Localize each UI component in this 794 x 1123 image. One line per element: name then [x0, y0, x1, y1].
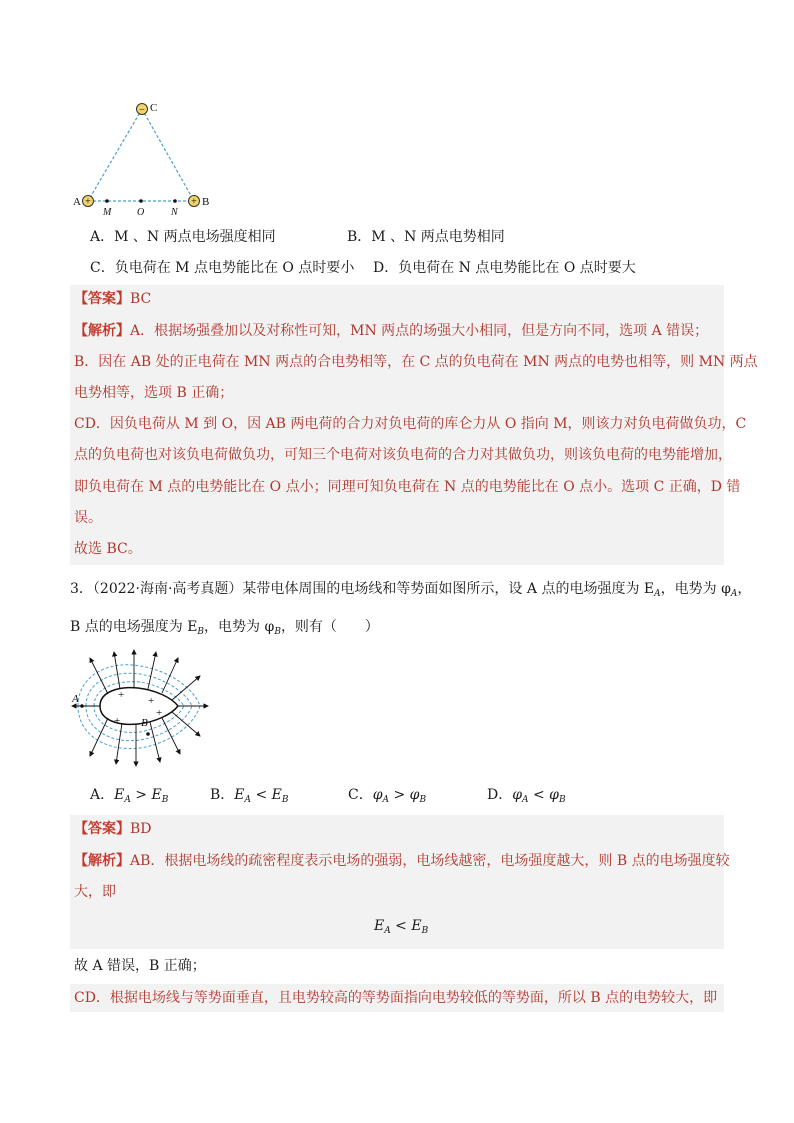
label-b: B: [202, 196, 210, 208]
q2-analysis-line-2: B．因在 AB 处的正电荷在 MN 两点的合电势相等，在 C 点的负电荷在 MN 两点的电势也相等，则 MN 两点: [74, 354, 758, 370]
q2-analysis-line-5: 点的负电荷也对该负电荷做负功，可知三个电荷对该负电荷的合力对其做负功，则该负电荷的电势能增加，: [74, 447, 732, 463]
q3-answer: 【答案】BD: [74, 821, 152, 837]
field-label-a: A: [72, 693, 79, 705]
point-o: [139, 199, 143, 203]
charge-c-sign: −: [139, 104, 145, 116]
q2-answer: 【答案】BC: [74, 291, 152, 307]
q2-analysis-line-1: 【解析】A．根据场强叠加以及对称性可知，MN 两点的场强大小相同，但是方向不同，选项 A 错误；: [74, 323, 709, 339]
q2-analysis-line-4: CD．因负电荷从 M 到 O，因 AB 两电荷的合力对负电荷的库仑力从 O 指向 M，则该力对负电荷做负功，C: [74, 416, 747, 432]
q2-analysis-line-7: 误。: [74, 510, 102, 526]
q3-analysis-line-4: CD．根据电场线与等势面垂直，且电势较高的等势面指向电势较低的等势面，所以 B 点的电势较大，即: [74, 990, 718, 1006]
q3-analysis-line-2: 大，即: [74, 884, 116, 900]
field-label-b: B: [141, 717, 148, 729]
q3-formula: $E_A < E_B$: [374, 918, 429, 936]
q3-analysis-line-3: 故 A 错误，B 正确；: [74, 958, 206, 974]
q3-option-b: B．$E_A < E_B$: [210, 787, 289, 805]
q2-analysis-line-3: 电势相等，选项 B 正确；: [74, 385, 234, 401]
q2-option-c: C．负电荷在 M 点电势能比在 O 点时要小: [90, 260, 355, 276]
q2-analysis-line-6: 即负电荷在 M 点的电势能比在 O 点小；同理可知负电荷在 N 点的电势能比在 O 点小。选项 C 正确，D 错: [74, 479, 741, 495]
q2-conclusion: 故选 BC。: [74, 541, 142, 557]
q3-option-c: C．$\varphi_A > \varphi_B$: [348, 787, 427, 805]
field-plus-3: +: [114, 715, 121, 727]
label-n: N: [171, 207, 178, 218]
field-plus-4: +: [156, 707, 163, 719]
charge-b-sign: +: [191, 196, 197, 208]
label-o: O: [137, 207, 145, 218]
charge-triangle-figure: [70, 98, 220, 218]
q3-stem-line-2: B 点的电场强度为 $E_B$，电势为 $\varphi_B$，则有（ ）: [70, 619, 379, 637]
field-point-a: [80, 704, 84, 708]
charge-a-sign: +: [85, 196, 91, 208]
q3-option-d: D．$\varphi_A < \varphi_B$: [487, 787, 566, 805]
label-c: C: [150, 102, 158, 114]
field-plus-1: +: [118, 689, 125, 701]
label-a: A: [73, 196, 81, 208]
q3-stem-line-1: 3．（2022·海南·高考真题）某带电体周围的电场线和等势面如图所示，设 A 点的电场强度为 $E_A$，电势为 $\varphi_A$，: [70, 581, 752, 599]
q3-analysis-line-1: 【解析】AB．根据电场线的疏密程度表示电场的强弱，电场线越密，电场强度越大，则 B 点的电场强度较: [74, 853, 730, 869]
point-m: [105, 199, 109, 203]
q2-option-d: D．负电荷在 N 点电势能比在 O 点时要大: [373, 260, 636, 276]
q2-option-b: B．M 、N 两点电势相同: [347, 229, 505, 245]
q3-option-a: A．$E_A > E_B$: [90, 787, 169, 805]
q2-option-a: A．M 、N 两点电场强度相同: [90, 229, 276, 245]
point-n: [173, 199, 177, 203]
field-lines-figure: [68, 648, 212, 770]
field-plus-2: +: [148, 695, 155, 707]
field-point-b: [146, 732, 150, 736]
label-m: M: [103, 207, 112, 218]
